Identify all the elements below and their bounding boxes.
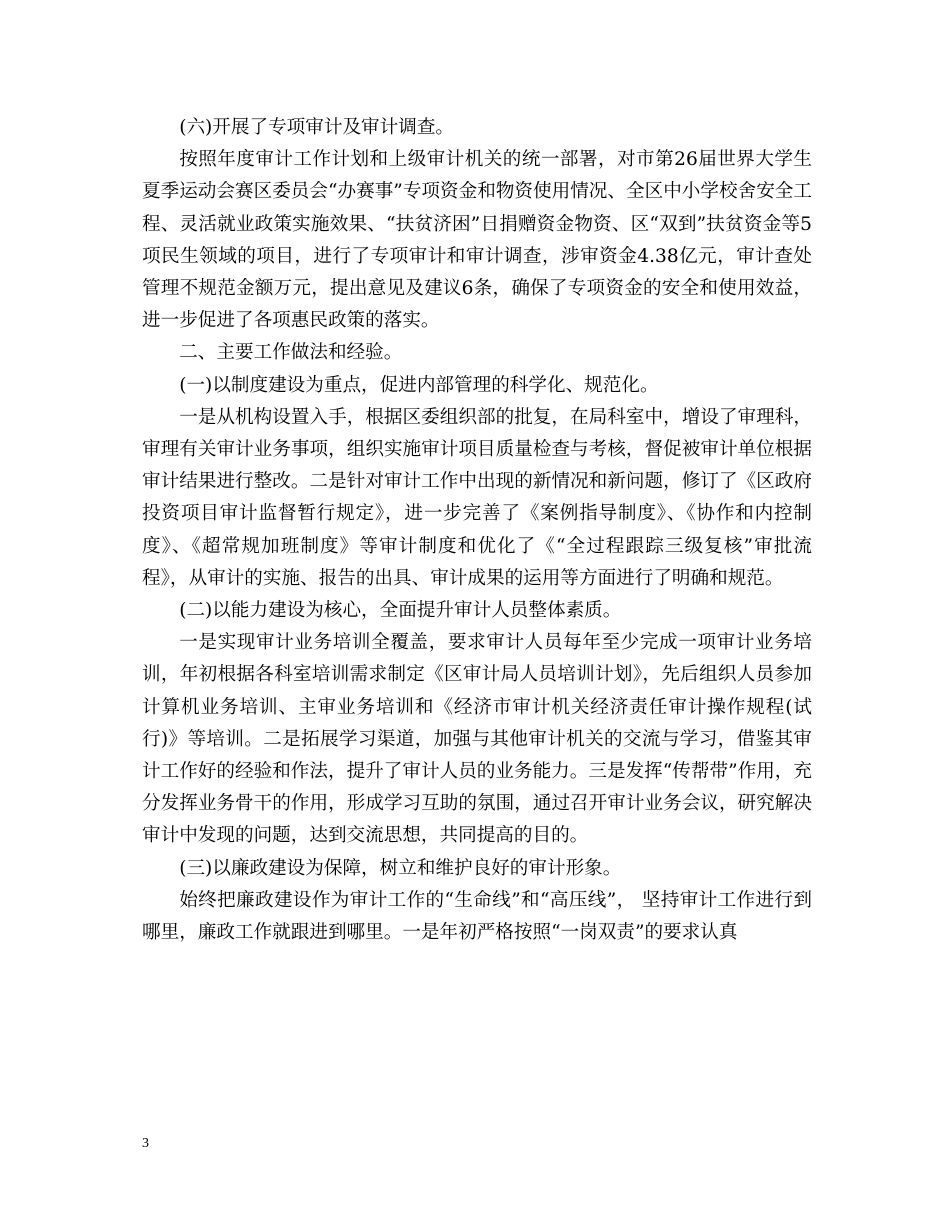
paragraph-subsection-1-heading: (一)以制度建设为重点，促进内部管理的科学化、规范化。 (179, 374, 659, 396)
paragraph-special-audit: 按照年度审计工作计划和上级审计机关的统一部署，对市第26届世界大学生夏季运动会赛区委员会“办赛事”专项资金和物资使用情况、全区中小学校舍安全工程、灵活就业政策实施效果、“扶贫济困”日捐赠资金物资、区“双到”扶贫资金等5项民生领域的项目，进行了专项审计和审计调查，涉审资金4.38亿元，审计查处管理不规范金额万元，提出意见及建议6条，确保了专项资金的安全和使用效益，进一步促进了各项惠民政策的落实。 (142, 149, 812, 332)
page-number: 3 (142, 1136, 149, 1151)
paragraph-section-6-heading: (六)开展了专项审计及审计调查。 (179, 117, 455, 138)
paragraph-integrity-building: 始终把廉政建设作为审计工作的“生命线”和“高压线”， 坚持审计工作进行到哪里，廉政工作就跟进到哪里。一是年初严格按照“一岗双责”的要求认真 (142, 889, 812, 944)
paragraph-part-2-heading: 二、主要工作做法和经验。 (179, 342, 403, 364)
paragraph-subsection-3-heading: (三)以廉政建设为保障，树立和维护良好的审计形象。 (179, 857, 622, 879)
document-body (142, 112, 812, 949)
paragraph-system-building: 一是从机构设置入手，根据区委组织部的批复，在局科室中，增设了审理科，审理有关审计业务事项，组织实施审计项目质量检查与考核，督促被审计单位根据审计结果进行整改。二是针对审计工作中出现的新情况和新问题，修订了《区政府投资项目审计监督暂行规定》，进一步完善了《案例指导制度》、《协作和内控制度》、《超常规加班制度》等审计制度和优化了《“全过程跟踪三级复核”审批流程》，从审计的实施、报告的出具、审计成果的运用等方面进行了明确和规范。 (142, 406, 812, 589)
paragraph-subsection-2-heading: (二)以能力建设为核心，全面提升审计人员整体素质。 (179, 600, 622, 622)
paragraph-capacity-building: 一是实现审计业务培训全覆盖，要求审计人员每年至少完成一项审计业务培训，年初根据各科室培训需求制定《区审计局人员培训计划》，先后组织人员参加计算机业务培训、主审业务培训和《经济市审计机关经济责任审计操作规程(试行)》等培训。二是拓展学习渠道，加强与其他审计机关的交流与学习，借鉴其审计工作好的经验和作法，提升了审计人员的业务能力。三是发挥“传帮带”作用，充分发挥业务骨干的作用，形成学习互助的氛围，通过召开审计业务会议，研究解决审计中发现的问题，达到交流思想，共同提高的目的。 (142, 632, 812, 847)
